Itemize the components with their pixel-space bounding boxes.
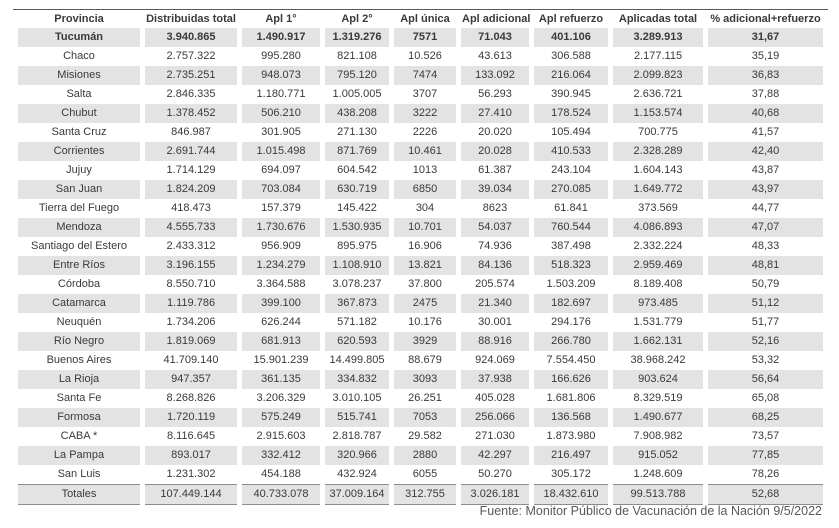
cell-apl-unica: 304 [415, 202, 435, 214]
cell-apl-1: 1.015.498 [242, 142, 320, 161]
table-row [18, 237, 823, 256]
cell-pct-adicional-refuerzo: 37,88 [751, 88, 780, 100]
cell-apl-adicional: 54.037 [461, 218, 529, 237]
cell-apl-adicional: 27.410 [461, 104, 529, 123]
cell-aplicadas-total: 2.177.115 [633, 50, 683, 62]
table-row [18, 332, 823, 351]
cell-apl-unica: 10.526 [408, 50, 442, 62]
cell-apl-adicional: 56.293 [478, 88, 512, 100]
cell-distribuidas-total: 1.824.209 [145, 180, 237, 199]
cell-apl-1: 332.412 [242, 446, 320, 465]
cell-apl-unica: 88.679 [408, 354, 442, 366]
cell-provincia: Salta [66, 88, 92, 100]
cell-pct-adicional-refuerzo: 36,83 [708, 66, 823, 85]
cell-apl-adicional: 30.001 [478, 316, 512, 328]
cell-apl-adicional: 88.916 [461, 332, 529, 351]
cell-apl-adicional: 39.034 [461, 180, 529, 199]
cell-apl-refuerzo: 136.568 [534, 408, 608, 427]
cell-apl-unica: 7474 [394, 66, 456, 85]
table-row [18, 66, 823, 85]
cell-aplicadas-total: 2.332.224 [633, 240, 683, 252]
column-header-provincia: Provincia [18, 10, 140, 28]
cell-apl-2: 37.009.164 [325, 485, 389, 505]
cell-provincia: Totales [18, 485, 140, 505]
cell-aplicadas-total: 4.086.893 [613, 218, 703, 237]
column-header-pct-adicional-refuerzo: % adicional+refuerzo [708, 10, 823, 28]
cell-apl-adicional: 61.387 [478, 164, 512, 176]
cell-apl-1: 956.909 [261, 240, 301, 252]
cell-pct-adicional-refuerzo: 52,68 [708, 485, 823, 505]
cell-provincia: San Luis [18, 465, 140, 485]
totals-row [18, 485, 823, 505]
cell-pct-adicional-refuerzo: 35,19 [751, 50, 780, 62]
cell-distribuidas-total: 846.987 [171, 126, 211, 138]
cell-aplicadas-total: 3.289.913 [613, 28, 703, 47]
cell-apl-unica: 37.800 [408, 278, 442, 290]
cell-apl-2: 571.182 [337, 316, 377, 328]
cell-apl-adicional: 71.043 [461, 28, 529, 47]
table-row [18, 161, 823, 180]
cell-pct-adicional-refuerzo: 77,85 [708, 446, 823, 465]
table-row [18, 85, 823, 104]
cell-apl-2: 1.108.910 [325, 256, 389, 275]
cell-pct-adicional-refuerzo: 48,81 [708, 256, 823, 275]
cell-apl-unica: 13.821 [394, 256, 456, 275]
cell-apl-unica: 3707 [412, 88, 438, 100]
cell-aplicadas-total: 8.189.408 [633, 278, 683, 290]
cell-apl-adicional: 37.938 [461, 370, 529, 389]
cell-provincia: Chaco [63, 50, 95, 62]
cell-apl-2: 515.741 [325, 408, 389, 427]
cell-apl-2: 3.078.237 [332, 278, 382, 290]
cell-provincia: Mendoza [18, 218, 140, 237]
cell-distribuidas-total: 1.819.069 [145, 332, 237, 351]
cell-aplicadas-total: 38.968.242 [630, 354, 686, 366]
table-row [18, 104, 823, 123]
cell-apl-refuerzo: 390.945 [551, 88, 591, 100]
cell-pct-adicional-refuerzo: 56,64 [708, 370, 823, 389]
cell-apl-2: 145.422 [337, 202, 377, 214]
cell-apl-refuerzo: 294.176 [551, 316, 591, 328]
cell-apl-adicional: 405.028 [475, 392, 515, 404]
cell-provincia: Tucumán [18, 28, 140, 47]
cell-apl-2: 2.818.787 [332, 430, 382, 442]
cell-aplicadas-total: 373.569 [638, 202, 678, 214]
cell-apl-refuerzo: 61.841 [554, 202, 588, 214]
cell-pct-adicional-refuerzo: 42,40 [708, 142, 823, 161]
cell-apl-1: 948.073 [242, 66, 320, 85]
cell-aplicadas-total: 2.099.823 [613, 66, 703, 85]
cell-apl-2: 3.010.105 [332, 392, 382, 404]
cell-apl-unica: 312.755 [394, 485, 456, 505]
cell-distribuidas-total: 2.691.744 [145, 142, 237, 161]
cell-provincia: Misiones [18, 66, 140, 85]
cell-apl-adicional: 8623 [482, 202, 508, 214]
table-row [18, 446, 823, 465]
cell-aplicadas-total: 1.662.131 [613, 332, 703, 351]
cell-apl-unica: 10.701 [394, 218, 456, 237]
cell-aplicadas-total: 8.329.519 [633, 392, 683, 404]
cell-apl-refuerzo: 243.104 [551, 164, 591, 176]
cell-apl-2: 604.542 [337, 164, 377, 176]
cell-apl-2: 432.924 [325, 465, 389, 485]
cell-distribuidas-total: 3.196.155 [145, 256, 237, 275]
cell-apl-2: 630.719 [325, 180, 389, 199]
cell-provincia: Neuquén [56, 316, 102, 328]
cell-aplicadas-total: 1.153.574 [613, 104, 703, 123]
cell-aplicadas-total: 1.490.677 [613, 408, 703, 427]
cell-apl-2: 320.966 [325, 446, 389, 465]
cell-apl-1: 995.280 [261, 50, 301, 62]
cell-apl-2: 1.530.935 [325, 218, 389, 237]
cell-aplicadas-total: 1.604.143 [633, 164, 683, 176]
cell-apl-adicional: 20.020 [478, 126, 512, 138]
cell-apl-2: 620.593 [325, 332, 389, 351]
cell-aplicadas-total: 7.908.982 [633, 430, 683, 442]
cell-apl-refuerzo: 518.323 [534, 256, 608, 275]
cell-distribuidas-total: 1.714.129 [166, 164, 216, 176]
column-header-apl-adicional: Apl adicional [461, 10, 529, 28]
table-row [18, 408, 823, 427]
cell-aplicadas-total: 1.649.772 [613, 180, 703, 199]
table-row [18, 427, 823, 446]
table-row [18, 180, 823, 199]
cell-apl-1: 2.915.603 [256, 430, 306, 442]
cell-apl-1: 15.901.239 [253, 354, 309, 366]
cell-apl-unica: 7053 [394, 408, 456, 427]
cell-apl-adicional: 256.066 [461, 408, 529, 427]
cell-pct-adicional-refuerzo: 44,77 [751, 202, 780, 214]
cell-provincia: CABA * [60, 430, 98, 442]
cell-distribuidas-total: 1.720.119 [145, 408, 237, 427]
cell-aplicadas-total: 2.636.721 [633, 88, 683, 100]
table-row [18, 28, 823, 47]
cell-apl-unica: 26.251 [408, 392, 442, 404]
cell-apl-2: 1.005.005 [332, 88, 382, 100]
cell-aplicadas-total: 700.775 [638, 126, 678, 138]
cell-pct-adicional-refuerzo: 31,67 [708, 28, 823, 47]
cell-apl-2: 271.130 [337, 126, 377, 138]
cell-apl-refuerzo: 270.085 [534, 180, 608, 199]
column-header-apl-1: Apl 1° [242, 10, 320, 28]
cell-provincia: Tierra del Fuego [38, 202, 120, 214]
cell-provincia: Santa Fe [56, 392, 102, 404]
cell-apl-refuerzo: 1.681.806 [546, 392, 596, 404]
cell-apl-refuerzo: 216.064 [534, 66, 608, 85]
cell-provincia: La Rioja [18, 370, 140, 389]
cell-apl-refuerzo: 105.494 [551, 126, 591, 138]
cell-apl-unica: 10.176 [408, 316, 442, 328]
cell-apl-2: 871.769 [325, 142, 389, 161]
cell-apl-2: 14.499.805 [329, 354, 385, 366]
cell-distribuidas-total: 947.357 [145, 370, 237, 389]
cell-pct-adicional-refuerzo: 48,33 [751, 240, 780, 252]
cell-apl-1: 157.379 [261, 202, 301, 214]
cell-provincia: Buenos Aires [46, 354, 112, 366]
cell-apl-adicional: 84.136 [461, 256, 529, 275]
table-row [18, 294, 823, 313]
cell-provincia: Formosa [18, 408, 140, 427]
cell-apl-adicional: 924.069 [475, 354, 515, 366]
cell-provincia: San Juan [18, 180, 140, 199]
cell-apl-adicional: 205.574 [475, 278, 515, 290]
cell-provincia: Chubut [18, 104, 140, 123]
cell-provincia: Jujuy [66, 164, 92, 176]
cell-apl-1: 703.084 [242, 180, 320, 199]
cell-apl-unica: 6850 [394, 180, 456, 199]
cell-apl-unica: 2226 [412, 126, 438, 138]
cell-aplicadas-total: 1.248.609 [613, 465, 703, 485]
cell-pct-adicional-refuerzo: 52,16 [708, 332, 823, 351]
cell-apl-refuerzo: 305.172 [534, 465, 608, 485]
cell-distribuidas-total: 4.555.733 [145, 218, 237, 237]
cell-apl-unica: 2880 [394, 446, 456, 465]
cell-apl-adicional: 42.297 [461, 446, 529, 465]
cell-apl-unica: 16.906 [408, 240, 442, 252]
cell-apl-2: 895.975 [337, 240, 377, 252]
table-row [18, 370, 823, 389]
cell-apl-refuerzo: 18.432.610 [534, 485, 608, 505]
cell-apl-1: 361.135 [242, 370, 320, 389]
cell-pct-adicional-refuerzo: 51,12 [708, 294, 823, 313]
cell-pct-adicional-refuerzo: 68,25 [708, 408, 823, 427]
cell-apl-1: 40.733.078 [242, 485, 320, 505]
cell-aplicadas-total: 903.624 [613, 370, 703, 389]
table-row [18, 351, 823, 370]
cell-pct-adicional-refuerzo: 73,57 [751, 430, 780, 442]
cell-apl-refuerzo: 401.106 [534, 28, 608, 47]
cell-distribuidas-total: 3.940.865 [145, 28, 237, 47]
cell-provincia: La Pampa [18, 446, 140, 465]
cell-apl-unica: 2475 [394, 294, 456, 313]
column-header-apl-refuerzo: Apl refuerzo [534, 10, 608, 28]
cell-apl-adicional: 21.340 [461, 294, 529, 313]
cell-apl-2: 367.873 [325, 294, 389, 313]
cell-aplicadas-total: 99.513.788 [613, 485, 703, 505]
table-row [18, 313, 823, 332]
cell-apl-refuerzo: 178.524 [534, 104, 608, 123]
cell-aplicadas-total: 1.531.779 [633, 316, 683, 328]
cell-distribuidas-total: 41.709.140 [163, 354, 219, 366]
cell-distribuidas-total: 1.734.206 [166, 316, 216, 328]
cell-apl-1: 626.244 [261, 316, 301, 328]
cell-apl-1: 1.180.771 [256, 88, 306, 100]
cell-apl-1: 1.234.279 [242, 256, 320, 275]
cell-apl-unica: 6055 [394, 465, 456, 485]
cell-apl-2: 1.319.276 [325, 28, 389, 47]
cell-apl-1: 399.100 [242, 294, 320, 313]
cell-aplicadas-total: 2.959.469 [613, 256, 703, 275]
table-row [18, 275, 823, 294]
cell-apl-2: 334.832 [325, 370, 389, 389]
table-row [18, 142, 823, 161]
column-header-apl-unica: Apl única [394, 10, 456, 28]
cell-apl-unica: 3093 [394, 370, 456, 389]
cell-distribuidas-total: 2.846.335 [166, 88, 216, 100]
cell-apl-1: 575.249 [242, 408, 320, 427]
cell-apl-adicional: 20.028 [461, 142, 529, 161]
cell-apl-refuerzo: 266.780 [534, 332, 608, 351]
cell-pct-adicional-refuerzo: 41,57 [751, 126, 780, 138]
cell-distribuidas-total: 8.550.710 [166, 278, 216, 290]
cell-provincia: Catamarca [18, 294, 140, 313]
cell-apl-1: 3.206.329 [256, 392, 306, 404]
cell-pct-adicional-refuerzo: 78,26 [708, 465, 823, 485]
cell-apl-refuerzo: 216.497 [534, 446, 608, 465]
cell-apl-refuerzo: 182.697 [534, 294, 608, 313]
cell-aplicadas-total: 973.485 [613, 294, 703, 313]
cell-aplicadas-total: 2.328.289 [613, 142, 703, 161]
cell-distribuidas-total: 2.757.322 [166, 50, 216, 62]
cell-distribuidas-total: 1.378.452 [145, 104, 237, 123]
cell-apl-unica: 10.461 [394, 142, 456, 161]
cell-apl-refuerzo: 410.533 [534, 142, 608, 161]
source-footer: Fuente: Monitor Público de Vacunación de la Nación 9/5/2022 [479, 504, 822, 518]
cell-distribuidas-total: 2.735.251 [145, 66, 237, 85]
cell-pct-adicional-refuerzo: 51,77 [751, 316, 780, 328]
cell-apl-refuerzo: 760.544 [534, 218, 608, 237]
cell-apl-1: 1.730.676 [242, 218, 320, 237]
cell-apl-2: 795.120 [325, 66, 389, 85]
table-row [18, 218, 823, 237]
cell-provincia: Río Negro [18, 332, 140, 351]
cell-distribuidas-total: 1.231.302 [145, 465, 237, 485]
column-header-apl-2: Apl 2° [325, 10, 389, 28]
vaccination-data-table [13, 9, 828, 505]
cell-apl-1: 1.490.917 [242, 28, 320, 47]
cell-apl-adicional: 133.092 [461, 66, 529, 85]
table-row [18, 123, 823, 142]
cell-apl-refuerzo: 387.498 [551, 240, 591, 252]
cell-provincia: Corrientes [18, 142, 140, 161]
cell-provincia: Córdoba [57, 278, 101, 290]
cell-pct-adicional-refuerzo: 65,08 [751, 392, 780, 404]
cell-apl-refuerzo: 7.554.450 [546, 354, 596, 366]
cell-pct-adicional-refuerzo: 40,68 [708, 104, 823, 123]
cell-distribuidas-total: 107.449.144 [145, 485, 237, 505]
cell-apl-refuerzo: 166.626 [534, 370, 608, 389]
table-row [18, 256, 823, 275]
cell-apl-refuerzo: 1.873.980 [546, 430, 596, 442]
cell-pct-adicional-refuerzo: 43,87 [751, 164, 780, 176]
cell-apl-2: 438.208 [325, 104, 389, 123]
cell-pct-adicional-refuerzo: 50,79 [751, 278, 780, 290]
cell-apl-unica: 3222 [394, 104, 456, 123]
cell-distribuidas-total: 8.116.645 [166, 430, 216, 442]
cell-apl-1: 681.913 [242, 332, 320, 351]
table-row [18, 47, 823, 66]
cell-apl-1: 694.097 [261, 164, 301, 176]
table-row [18, 465, 823, 485]
cell-apl-1: 506.210 [242, 104, 320, 123]
cell-apl-unica: 29.582 [408, 430, 442, 442]
cell-apl-adicional: 50.270 [461, 465, 529, 485]
cell-apl-adicional: 43.613 [478, 50, 512, 62]
table-body [18, 28, 823, 505]
cell-apl-refuerzo: 306.588 [551, 50, 591, 62]
cell-apl-adicional: 74.936 [478, 240, 512, 252]
cell-apl-unica: 1013 [412, 164, 438, 176]
cell-pct-adicional-refuerzo: 47,07 [708, 218, 823, 237]
cell-provincia: Santa Cruz [51, 126, 107, 138]
cell-apl-adicional: 271.030 [475, 430, 515, 442]
cell-apl-1: 301.905 [261, 126, 301, 138]
cell-distribuidas-total: 1.119.786 [145, 294, 237, 313]
header-row [18, 10, 823, 28]
column-header-aplicadas-total: Aplicadas total [613, 10, 703, 28]
cell-distribuidas-total: 893.017 [145, 446, 237, 465]
cell-aplicadas-total: 915.052 [613, 446, 703, 465]
cell-apl-adicional: 3.026.181 [461, 485, 529, 505]
cell-apl-unica: 7571 [394, 28, 456, 47]
cell-apl-1: 454.188 [242, 465, 320, 485]
cell-apl-refuerzo: 1.503.209 [546, 278, 596, 290]
cell-pct-adicional-refuerzo: 43,97 [708, 180, 823, 199]
cell-apl-unica: 3929 [394, 332, 456, 351]
table-row [18, 199, 823, 218]
cell-provincia: Santiago del Estero [30, 240, 127, 252]
table-row [18, 389, 823, 408]
cell-distribuidas-total: 2.433.312 [166, 240, 216, 252]
cell-provincia: Entre Ríos [18, 256, 140, 275]
cell-distribuidas-total: 418.473 [171, 202, 211, 214]
cell-apl-2: 821.108 [337, 50, 377, 62]
cell-distribuidas-total: 8.268.826 [166, 392, 216, 404]
column-header-distribuidas-total: Distribuidas total [145, 10, 237, 28]
cell-apl-1: 3.364.588 [256, 278, 306, 290]
cell-pct-adicional-refuerzo: 53,32 [751, 354, 780, 366]
